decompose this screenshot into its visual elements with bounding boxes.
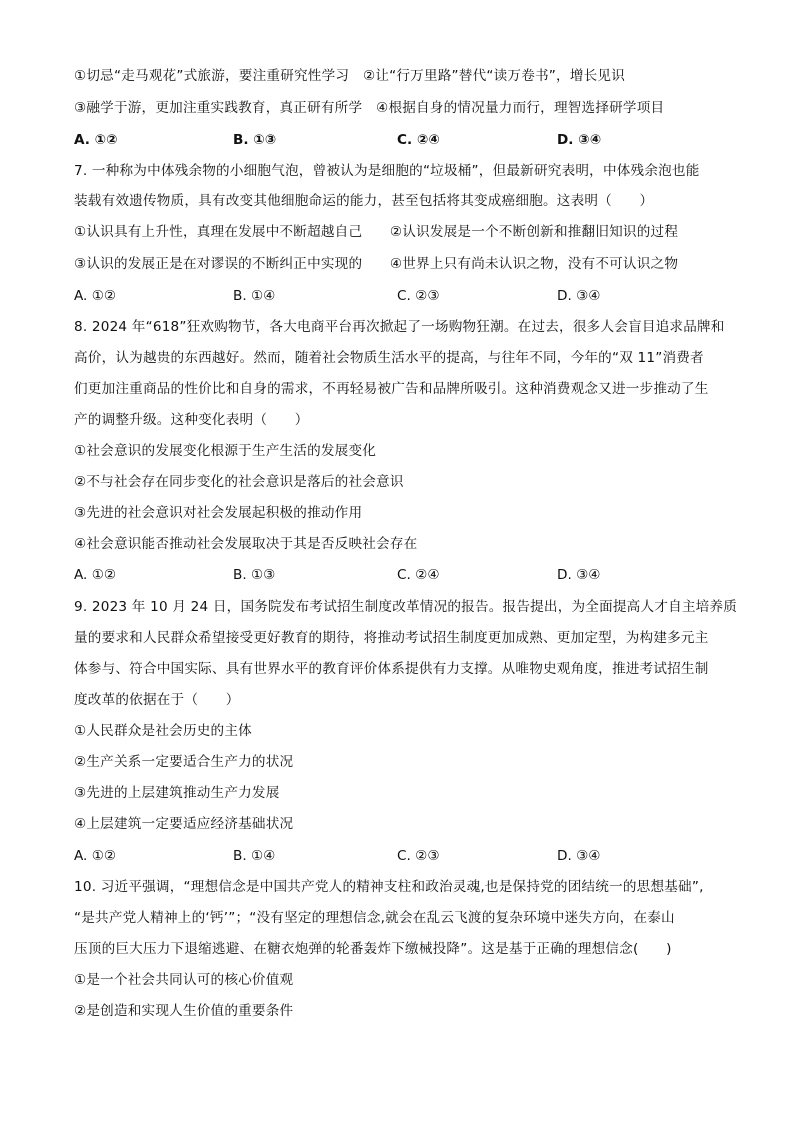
- q7-option-d: D. ③④: [557, 288, 601, 304]
- q9-stem-line-3: 体参与、符合中国实际、具有世界水平的教育评价体系提供有力支撑。从唯物史观角度，推进考试招生制: [74, 661, 709, 677]
- prev-option-a: A. ①②: [74, 132, 118, 148]
- q8-statement-2: ②不与社会存在同步变化的社会意识是落后的社会意识: [74, 474, 404, 490]
- q8-option-a: A. ①②: [74, 567, 117, 583]
- q7-statements-1-2: ①认识具有上升性，真理在发展中不断超越自己 ②认识发展是一个不断创新和推翻旧知识的过程: [74, 224, 679, 240]
- prev-option-b: B. ①③: [233, 132, 277, 148]
- q9-option-b: B. ①④: [233, 848, 276, 864]
- q8-option-d: D. ③④: [557, 567, 601, 583]
- q9-option-c: C. ②③: [397, 848, 440, 864]
- q10-stem-line-1: 10. 习近平强调，“理想信念是中国共产党人的精神支柱和政治灵魂,也是保持党的团结统一的思想基础”,: [74, 879, 704, 895]
- q10-stem-line-2: “是共产党人精神上的‘钙’”；“没有坚定的理想信念,就会在乱云飞渡的复杂环境中迷失方向，在泰山: [74, 910, 675, 926]
- q10-statement-1: ①是一个社会共同认可的核心价值观: [74, 972, 294, 988]
- q8-stem-line-2: 高价，认为越贵的东西越好。然而，随着社会物质生活水平的提高，与往年不同，今年的“双 11”消费者: [74, 350, 704, 366]
- q7-statements-3-4: ③认识的发展正是在对谬误的不断纠正中实现的 ④世界上只有尚未认识之物，没有不可认识之物: [74, 256, 679, 272]
- q8-stem-line-3: 们更加注重商品的性价比和自身的需求，不再轻易被广告和品牌所吸引。这种消费观念又进一步推动了生: [74, 381, 709, 397]
- q7-option-b: B. ①④: [233, 288, 276, 304]
- q9-statement-4: ④上层建筑一定要适应经济基础状况: [74, 816, 294, 832]
- q8-statement-1: ①社会意识的发展变化根源于生产生活的发展变化: [74, 443, 377, 459]
- q9-stem-line-2: 量的要求和人民群众希望接受更好教育的期待，将推动考试招生制度更加成熟、更加定型，为构建多元主: [74, 630, 709, 646]
- q8-option-b: B. ①③: [233, 567, 276, 583]
- prev-statements-1-2: ①切忌“走马观花”式旅游，要注重研究性学习 ②让“行万里路”替代“读万卷书”，增长见识: [74, 68, 626, 84]
- q8-statement-3: ③先进的社会意识对社会发展起积极的推动作用: [74, 505, 363, 521]
- prev-option-c: C. ②④: [397, 132, 440, 148]
- q7-stem-line-1: 7. 一种称为中体残余物的小细胞气泡，曾被认为是细胞的“垃圾桶”，但最新研究表明，中体残余泡也能: [74, 163, 700, 179]
- q10-stem-line-3: 压顶的巨大压力下退缩逃避、在糖衣炮弹的轮番轰炸下缴械投降”。这是基于正确的理想信念( ): [74, 941, 672, 957]
- q9-statement-2: ②生产关系一定要适合生产力的状况: [74, 754, 294, 770]
- q8-option-c: C. ②④: [397, 567, 440, 583]
- q9-stem-line-1: 9. 2023 年 10 月 24 日，国务院发布考试招生制度改革情况的报告。报告提出，为全面提高人才自主培养质: [74, 599, 738, 615]
- q7-option-c: C. ②③: [397, 288, 440, 304]
- q7-option-a: A. ①②: [74, 288, 117, 304]
- prev-option-d: D. ③④: [557, 132, 602, 148]
- q8-stem-line-1: 8. 2024 年“618”狂欢购物节，各大电商平台再次掀起了一场购物狂潮。在过去，很多人会盲目追求品牌和: [74, 319, 725, 335]
- q9-statement-1: ①人民群众是社会历史的主体: [74, 723, 252, 739]
- prev-statements-3-4: ③融学于游，更加注重实践教育，真正研有所学 ④根据自身的情况量力而行，理智选择研学项目: [74, 100, 665, 116]
- q9-option-d: D. ③④: [557, 848, 601, 864]
- q7-stem-line-2: 装载有效遗传物质，具有改变其他细胞命运的能力，甚至包括将其变成癌细胞。这表明（ ）: [74, 193, 654, 209]
- q9-option-a: A. ①②: [74, 848, 117, 864]
- q8-stem-line-4: 产的调整升级。这种变化表明（ ）: [74, 412, 309, 428]
- q9-statement-3: ③先进的上层建筑推动生产力发展: [74, 785, 280, 801]
- q8-statement-4: ④社会意识能否推动社会发展取决于其是否反映社会存在: [74, 536, 418, 552]
- q9-stem-line-4: 度改革的依据在于（ ）: [74, 692, 240, 708]
- q10-statement-2: ②是创造和实现人生价值的重要条件: [74, 1003, 294, 1019]
